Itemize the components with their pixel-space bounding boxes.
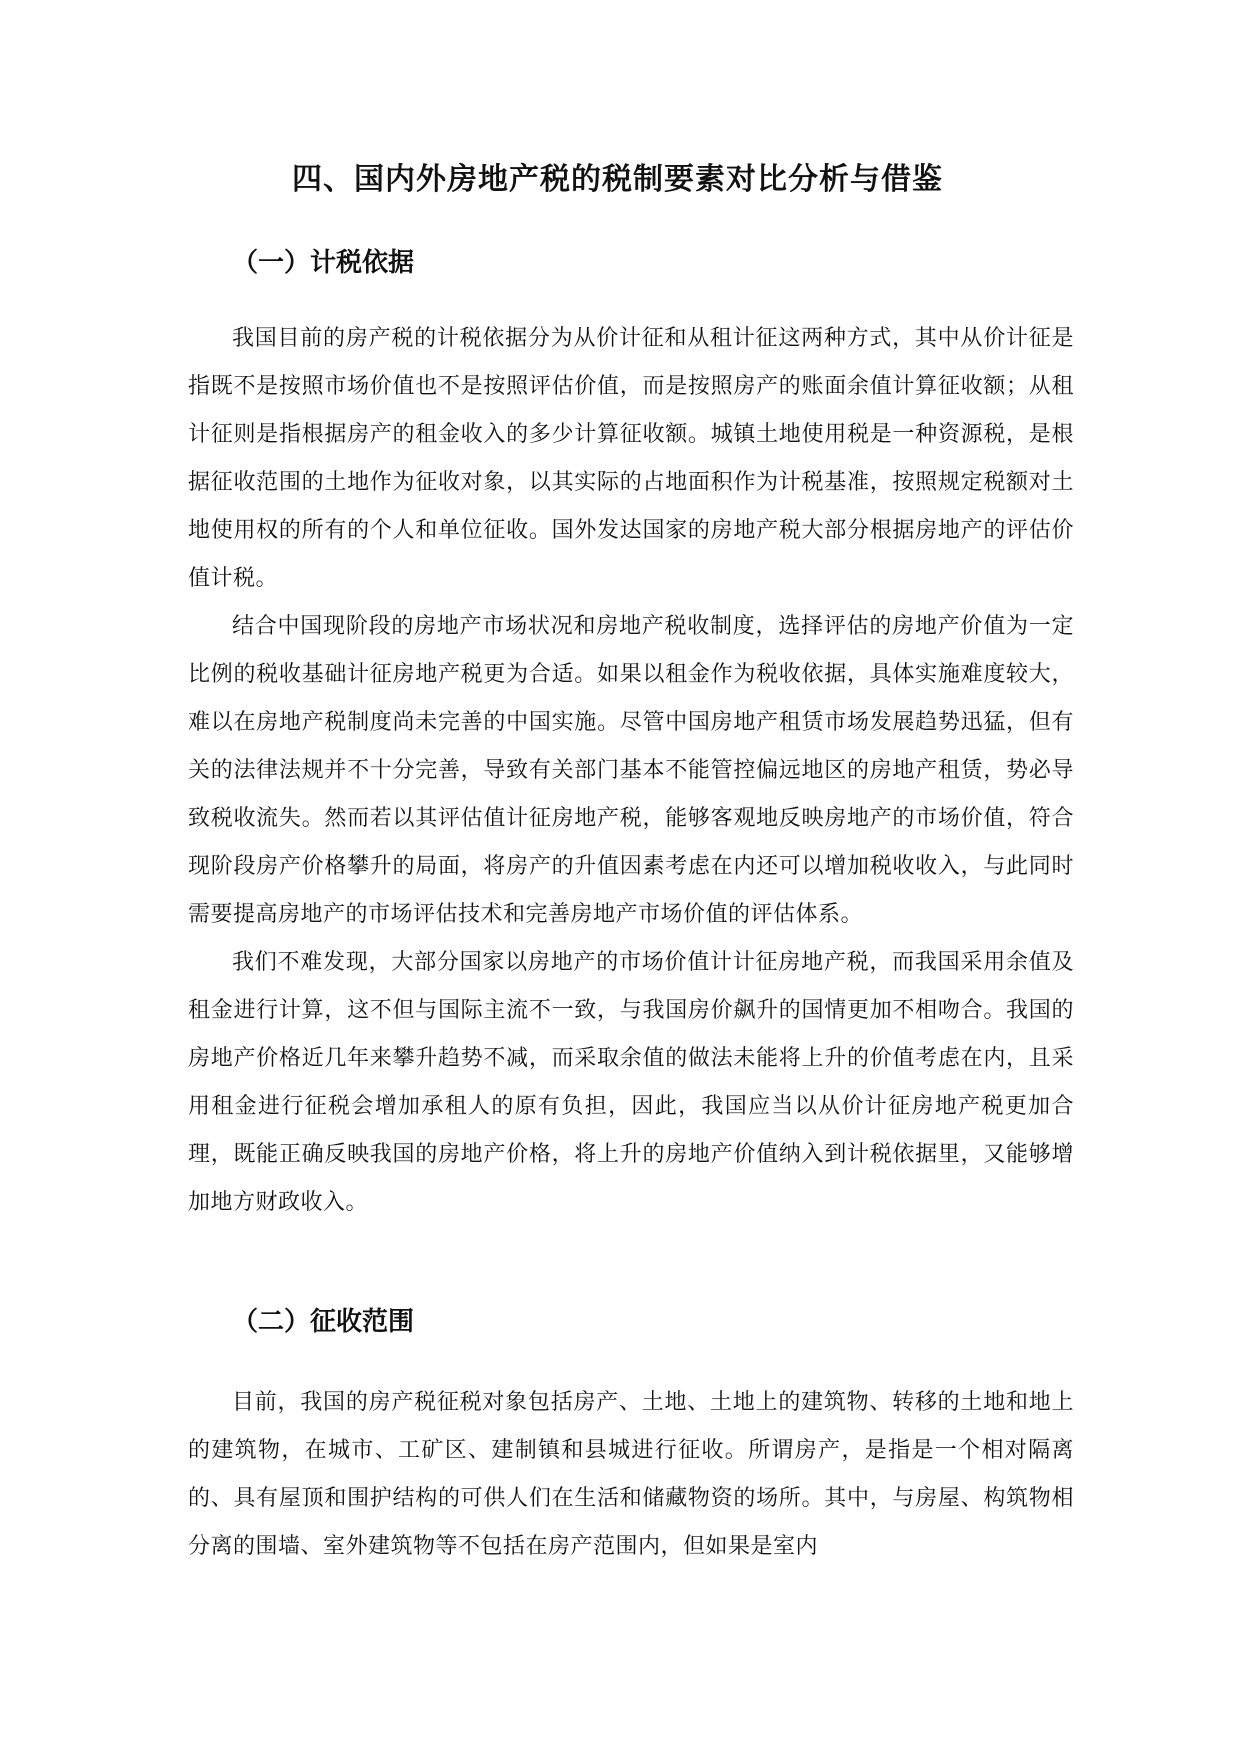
section-heading-tax-basis: （一）计税依据 — [232, 248, 415, 278]
paragraph: 我国目前的房产税的计税依据分为从价计征和从租计征这两种方式，其中从价计征是指既不是按照市场价值也不是按照评估价值，而是按照房产的账面余值计算征收额；从租计征则是指根据房产的租金收入的多少计算征收额。城镇土地使用税是一种资源税，是根据征收范围的土地作为征收对象，以其实际的占地面积作为计税基准，按照规定税额对土地使用权的所有的个人和单位征收。国外发达国家的房地产税大部分根据房地产的评估价值计税。 — [188, 326, 1074, 591]
section-heading-collection-scope: （二）征收范围 — [232, 1307, 415, 1337]
page-title: 四、国内外房地产税的税制要素对比分析与借鉴 — [292, 162, 943, 197]
paragraph: 目前，我国的房产税征税对象包括房产、土地、土地上的建筑物、转移的土地和地上的建筑物，在城市、工矿区、建制镇和县城进行征收。所谓房产，是指是一个相对隔离的、具有屋顶和围护结构的可供人们在生活和储藏物资的场所。其中，与房屋、构筑物相分离的围墙、室外建筑物等不包括在房产范围内，但如果是室内 — [188, 1390, 1074, 1559]
section-body-tax-basis — [188, 315, 1074, 1227]
paragraph: 结合中国现阶段的房地产市场状况和房地产税收制度，选择评估的房地产价值为一定比例的税收基础计征房地产税更为合适。如果以租金作为税收依据，具体实施难度较大，难以在房地产税制度尚未完善的中国实施。尽管中国房地产租赁市场发展趋势迅猛，但有关的法律法规并不十分完善，导致有关部门基本不能管控偏远地区的房地产租赁，势必导致税收流失。然而若以其评估值计征房地产税，能够客观地反映房地产的市场价值，符合现阶段房产价格攀升的局面，将房产的升值因素考虑在内还可以增加税收收入，与此同时需要提高房地产的市场评估技术和完善房地产市场价值的评估体系。 — [188, 614, 1074, 927]
section-body-collection-scope — [188, 1379, 1074, 1571]
paragraph: 我们不难发现，大部分国家以房地产的市场价值计计征房地产税，而我国采用余值及租金进行计算，这不但与国际主流不一致，与我国房价飙升的国情更加不相吻合。我国的房地产价格近几年来攀升趋势不减，而采取余值的做法未能将上升的价值考虑在内，且采用租金进行征税会增加承租人的原有负担，因此，我国应当以从价计征房地产税更加合理，既能正确反映我国的房地产价格，将上升的房地产价值纳入到计税依据里，又能够增加地方财政收入。 — [188, 950, 1074, 1215]
